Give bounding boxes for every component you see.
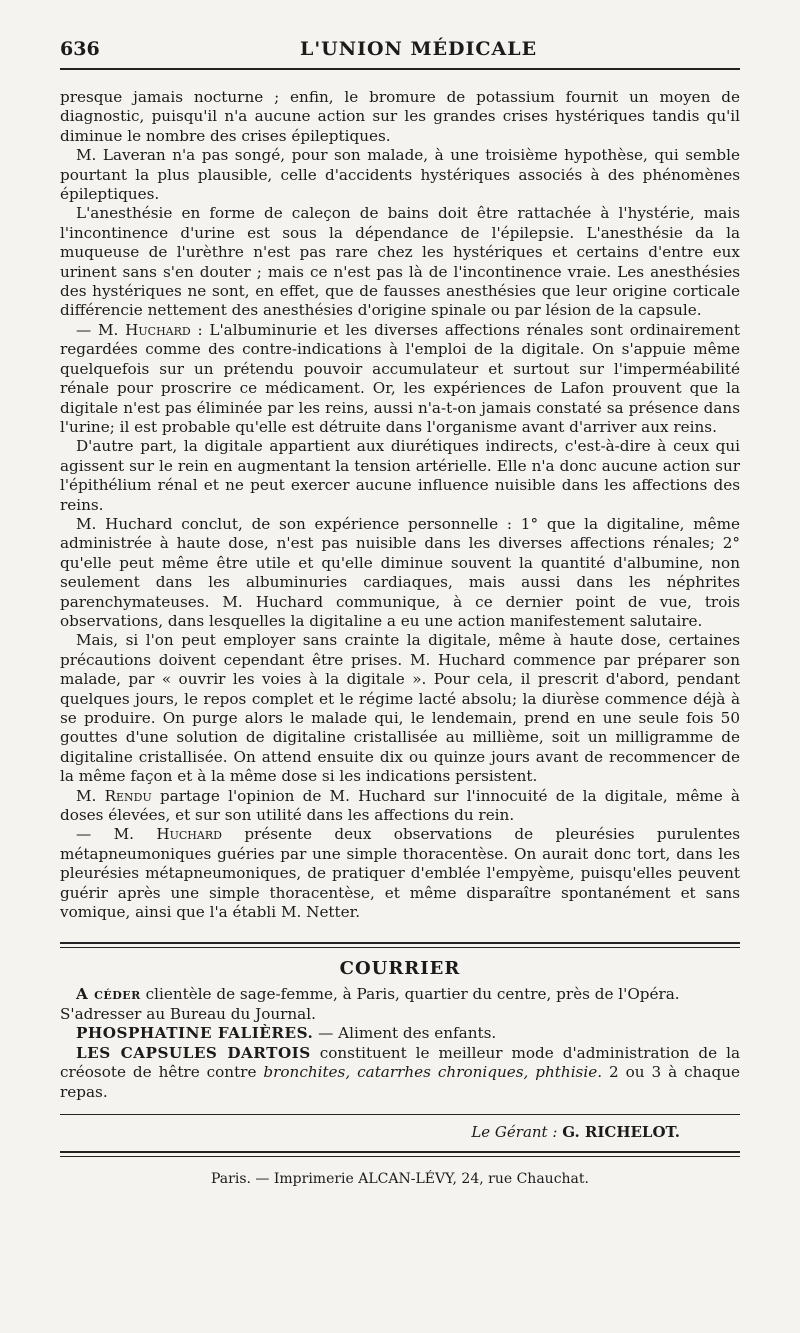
paragraph: L'anesthésie en forme de caleçon de bains doit être rattachée à l'hystérie, mais l'incontinence d'urine est sous la dépendance de l'épilepsie. L'anesthésie da la muqueuse de l'urèthre n'est pas rare chez les hystériques et certains d'entre eux urinent sans s'en douter ; mais ce n'est pas là de l'incontinence vraie. Les anesthésies des hystériques ne sont, en effet, que de fausses anesthésies que leur origine corticale différencie nettement des anesthésies d'origine spinale ou par lésion de la capsule.	[60, 204, 740, 320]
classified-item	[60, 1044, 740, 1102]
classified-lead: PHOSPHATINE FALIÈRES.	[76, 1024, 314, 1043]
classified-text: 2 ou 3 à chaque repas.	[60, 1063, 740, 1101]
classified-text: constituent le meilleur mode d'administration de la créosote de hêtre contre	[60, 1043, 741, 1082]
paragraph: M. Huchard conclut, de son expérience personnelle : 1° que la digitaline, même administrée à haute dose, n'est pas nuisible dans les diverses affections rénales; 2° qu'elle peut même être utile et qu'elle diminue souvent la quantité d'albumine, non seulement dans les albuminuries cardiaques, mais aussi dans les néphrites parenchymateuses. M. Huchard communique, à ce dernier point de vue, trois observations, dans lesquelles la digitaline a eu une action manifestement salutaire.	[60, 514, 740, 630]
paragraph-text: partage l'opinion de M. Huchard sur l'innocuité de la digitale, même à doses élevées, et sur son utilité dans les affections du rein.	[60, 786, 740, 825]
courrier-section	[60, 985, 740, 1101]
page-number: 636	[60, 38, 100, 60]
classified-text: clientèle de sage-femme, à Paris, quartier du centre, près de l'Opéra.	[140, 985, 680, 1004]
footer-divider	[60, 1151, 740, 1157]
gerant-label: Le Gérant :	[471, 1122, 558, 1141]
article-body	[60, 88, 740, 922]
classified-item	[60, 1024, 740, 1043]
section-title: COURRIER	[339, 958, 461, 980]
classified-italic: bronchites, catarrhes chroniques, phthisie.	[263, 1063, 603, 1082]
classified-lead: A céder	[76, 985, 141, 1004]
paragraph	[60, 787, 740, 826]
paragraph-lead: M.	[76, 786, 105, 805]
paragraph: presque jamais nocturne ; enfin, le bromure de potassium fournit un moyen de diagnostic, puisqu'il n'a aucune action sur les grandes crises hystériques tandis qu'il diminue le nombre des crises épileptiques.	[60, 88, 740, 145]
classified-item	[60, 985, 740, 1004]
paragraph: Mais, si l'on peut employer sans crainte la digitale, même à haute dose, certaines précautions doivent cependant être prises. M. Huchard commence par préparer son malade, par « ouvrir les voies à la digitale ». Pour cela, il prescrit d'abord, pendant quelques jours, le repos complet et le régime lacté absolu; la diurèse commence déjà à se produire. On purge alors le malade qui, le lendemain, prend en une seule fois 50 gouttes d'une solution de digitaline cristallisée au millième, soit un milligramme de digitaline cristallisée. On attend ensuite dix ou quinze jours avant de recommencer de la même façon et à la même dose si les indications persistent.	[60, 631, 740, 786]
speaker-name: Rendu	[104, 786, 152, 805]
gerant-line	[60, 1123, 740, 1141]
paragraph-lead: — M.	[76, 320, 126, 339]
running-title: L'UNION MÉDICALE	[300, 38, 538, 60]
classified-lead: LES CAPSULES DARTOIS	[76, 1043, 311, 1062]
divider	[60, 1114, 740, 1115]
speaker-name: Huchard	[156, 825, 222, 844]
section-divider	[60, 942, 740, 948]
classified-continuation: S'adresser au Bureau du Journal.	[60, 1004, 316, 1023]
page-header	[60, 38, 740, 70]
paragraph-lead: — M.	[76, 825, 157, 844]
speaker-name: Huchard	[125, 320, 191, 339]
printer-imprint: Paris. — Imprimerie ALCAN-LÉVY, 24, rue Chauchat.	[211, 1170, 589, 1187]
paragraph	[60, 321, 740, 437]
classified-text: — Aliment des enfants.	[313, 1024, 497, 1043]
paragraph: D'autre part, la digitale appartient aux diurétiques indirects, c'est-à-dire à ceux qui agissent sur le rein en augmentant la tension artérielle. Elle n'a donc aucune action sur l'épithélium rénal et ne peut exercer aucune influence nuisible dans les affections des reins.	[60, 437, 740, 514]
gerant-name: G. RICHELOT.	[562, 1122, 680, 1141]
paragraph: M. Laveran n'a pas songé, pour son malade, à une troisième hypothèse, qui semble pourtant la plus plausible, celle d'accidents hystériques associés à des phénomènes épileptiques.	[60, 146, 740, 204]
paragraph-text: : L'albuminurie et les diverses affections rénales sont ordinairement regardées comme des contre-indications à l'emploi de la digitale. On s'appuie même quelquefois sur un prétendu pouvoir accumulateur et surtout sur l'imperméabilité rénale pour proscrire ce médicament. Or, les expériences de Lafon prouvent que la digitale n'est pas éliminée par les reins, aussi n'a-t-on jamais constaté sa présence dans l'urine; il est probable qu'elle est détruite dans l'organisme avant d'arriver aux reins.	[60, 320, 740, 436]
paragraph-text: présente deux observations de pleurésies purulentes métapneumoniques guéries par une simple thoracentèse. On aurait donc tort, dans les pleurésies métapneumoniques, de pratiquer d'emblée l'empyème, puisqu'elles peuvent guérir après une simple thoracentèse, et même disparaître spontanément et sans vomique, ainsi que l'a établi M. Netter.	[60, 825, 740, 922]
paragraph	[60, 825, 740, 922]
